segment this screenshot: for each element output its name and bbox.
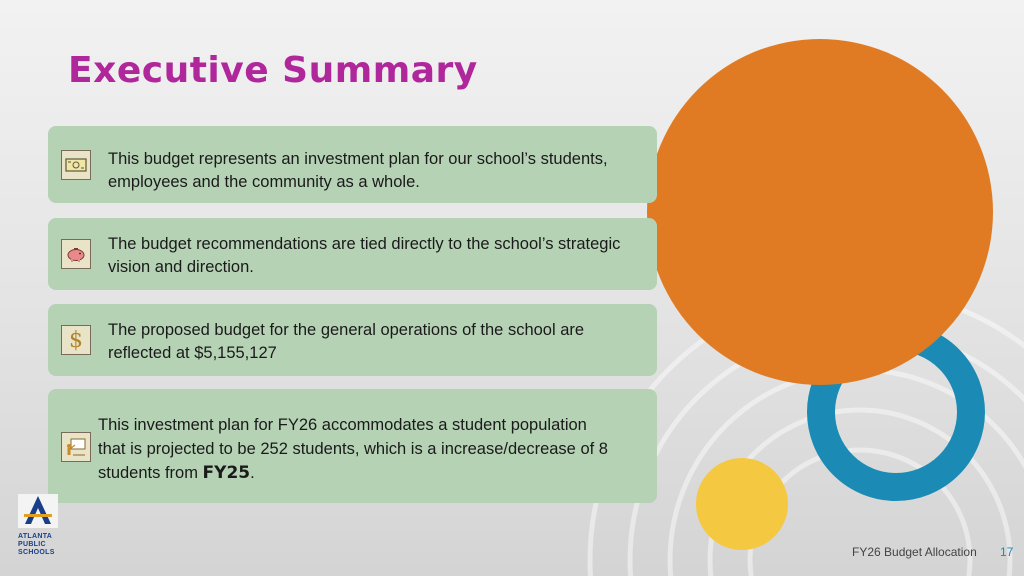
money-bill-icon bbox=[61, 150, 91, 180]
orange-circle bbox=[647, 39, 993, 385]
logo-line-2: PUBLIC bbox=[18, 541, 46, 548]
logo-line-1: ATLANTA bbox=[18, 533, 53, 540]
logo-line-3: SCHOOLS bbox=[18, 549, 55, 556]
summary-card-budget-plan bbox=[48, 126, 657, 203]
yellow-circle bbox=[696, 458, 788, 550]
card-text-bold: FY25 bbox=[202, 463, 251, 483]
dollar-sign-icon: $ bbox=[61, 325, 91, 355]
card-text-end: . bbox=[250, 464, 255, 482]
summary-card-proposed-budget bbox=[48, 304, 657, 376]
aps-logo bbox=[18, 494, 62, 557]
summary-card-strategic-vision bbox=[48, 218, 657, 290]
piggy-bank-icon bbox=[61, 239, 91, 269]
card-text: This budget represents an investment plan for our school’s students, employees and the community as a whole. bbox=[108, 150, 608, 191]
card-text bbox=[98, 413, 618, 485]
teacher-board-icon bbox=[61, 432, 91, 462]
card-text: The budget recommendations are tied directly to the school’s strategic vision and direction. bbox=[108, 235, 621, 276]
footer-label: FY26 Budget Allocation bbox=[852, 545, 977, 559]
card-text-main: This investment plan for FY26 accommodates a student population that is projected to be 252 students, which is a increase/decrease of 8 students from bbox=[98, 416, 608, 482]
summary-card-investment-plan bbox=[48, 389, 657, 503]
aps-logo-mark bbox=[18, 494, 58, 528]
page-number: 17 bbox=[1000, 545, 1014, 559]
page-title: Executive Summary bbox=[68, 50, 478, 91]
card-text: The proposed budget for the general operations of the school are reflected at $5,155,127 bbox=[108, 321, 585, 362]
